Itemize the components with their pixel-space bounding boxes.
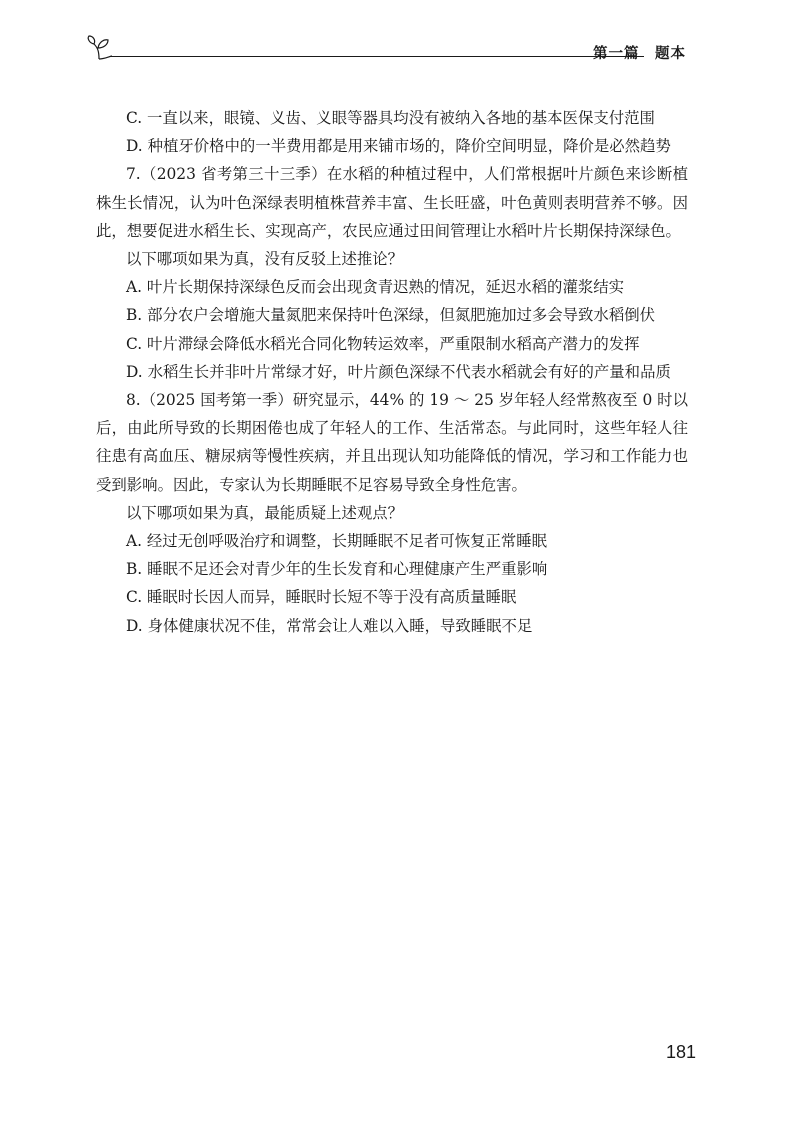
question-7-option-b: B. 部分农户会增施大量氮肥来保持叶色深绿，但氮肥施加过多会导致水稻倒伏 — [126, 306, 655, 325]
question-7-option-d: D. 水稻生长并非叶片常绿才好，叶片颜色深绿不代表水稻就会有好的产量和品质 — [126, 362, 671, 381]
page-number: 181 — [666, 1042, 697, 1062]
question-7-option-c: C. 叶片滞绿会降低水稻光合同化物转运效率，严重限制水稻高产潜力的发挥 — [126, 334, 640, 353]
question-8 — [96, 386, 688, 499]
question-7-stem: 7.（2023 省考第三十三季）在水稻的种植过程中，人们常根据叶片颜色来诊断植株生长情况，认为叶色深绿表明植株营养丰富、生长旺盛，叶色黄则表明营养不够。因此，想要促进水稻生长、实现高产，农民应通过田间管理让水稻叶片长期保持深绿色。 — [96, 165, 688, 240]
question-8-option-a: A. 经过无创呼吸治疗和调整，长期睡眠不足者可恢复正常睡眠 — [126, 532, 548, 551]
page-content — [96, 104, 688, 640]
header-rule — [110, 56, 644, 57]
section-title: 第一篇 题本 — [593, 46, 686, 62]
sprout-icon — [86, 34, 118, 62]
question-8-stem: 8.（2025 国考第一季）研究显示，44% 的 19 ～ 25 岁年轻人经常熬夜至 0 时以后，由此所导致的长期困倦也成了年轻人的工作、生活常态。与此同时，这些年轻人往往患有高血压、糖尿病等慢性疾病，并且出现认知功能降低的情况，学习和工作能力也受到影响。因此，专家认为长期睡眠不足容易导致全身性危害。 — [96, 391, 688, 494]
question-7-option-a: A. 叶片长期保持深绿色反而会出现贪青迟熟的情况，延迟水稻的灌浆结实 — [126, 278, 625, 297]
question-7 — [96, 160, 688, 245]
page-header — [86, 34, 686, 70]
question-8-option-b: B. 睡眠不足还会对青少年的生长发育和心理健康产生严重影响 — [126, 560, 548, 579]
prev-option-d: D. 种植牙价格中的一半费用都是用来铺市场的，降价空间明显，降价是必然趋势 — [126, 137, 671, 156]
question-8-option-c: C. 睡眠时长因人而异，睡眠时长短不等于没有高质量睡眠 — [126, 588, 517, 607]
question-8-option-d: D. 身体健康状况不佳，常常会让人难以入睡，导致睡眠不足 — [126, 616, 533, 635]
question-7-prompt: 以下哪项如果为真，没有反驳上述推论？ — [126, 250, 404, 269]
prev-option-c: C. 一直以来，眼镜、义齿、义眼等器具均没有被纳入各地的基本医保支付范围 — [126, 109, 655, 127]
question-8-prompt: 以下哪项如果为真，最能质疑上述观点？ — [126, 503, 404, 522]
